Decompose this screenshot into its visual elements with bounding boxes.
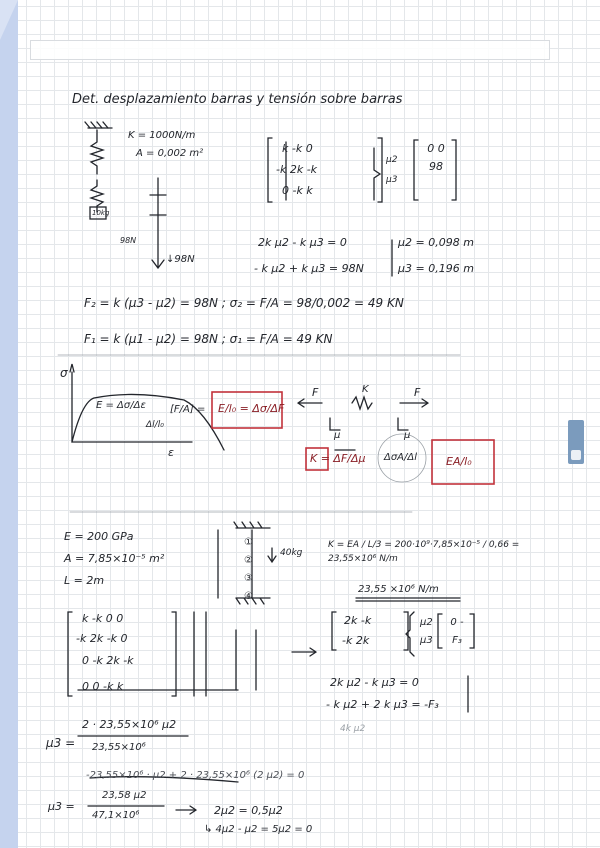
k-result: 23,55 ×10⁶ N/m [358,584,439,595]
stress-ratio: [F/A] = [170,404,206,415]
p2-equation-1: 2k μ2 - k μ3 = 0 [330,676,419,689]
sigma-axis-label: σ [60,366,68,380]
equation-2: - k μ2 + k μ3 = 98N [254,262,364,275]
ea-box-text: EA/l₀ [446,455,472,468]
f-vector: 0 0 98 [427,142,445,173]
matrix-row-1: k -k 0 [282,142,313,155]
matrix4-row-4: 0 0 -k k [82,680,124,693]
mu3-denominator: 23,55×10⁶ [92,742,146,753]
matrix-row-3: 0 -k k [282,184,313,197]
force-label: 98N [120,236,137,245]
modulus-box-text: E/l₀ = Δσ/ΔF [218,402,285,415]
mu3-lhs: μ3 = [46,736,76,750]
sigma-axis-arrow [70,364,74,372]
top-support [234,522,270,528]
spring-k-label: K [362,384,369,395]
mass-label: 10kg [92,209,110,217]
p2-load-arrow [268,548,276,562]
reduced-matrix-row-2: -k 2k [342,634,370,647]
reduced-f-vector: 0 -F₃ [450,617,464,646]
mu3b-numerator: 23,58 μ2 [102,790,147,801]
u-vector: μ2 μ3 [386,155,398,185]
matrix4-row-2: -k 2k -k 0 [76,632,128,645]
matrix4-row-1: k -k 0 0 [82,612,124,625]
spring-force-arrow-left [298,399,322,407]
displacement-arrows [330,418,408,430]
implies-arrow [292,648,316,656]
node-labels: ① ② ③ ④ [244,537,253,602]
p2-modulus: E = 200 GPa [64,530,134,543]
k-formula: K = EA / L/3 = 200·10⁹·7,85×10⁻⁵ / 0,66 = 23,55×10⁶ N/m [328,540,520,564]
result-line-1: 2μ2 = 0,5μ2 [214,804,283,817]
reduced-u-vector: μ2 μ3 [420,617,433,646]
force-stress-2: F₂ = k (μ3 - μ2) = 98N ; σ₂ = F/A = 98/0,002 = 49 KN [84,296,404,310]
solution-mu3: μ3 = 0,196 m [398,262,474,275]
spring-f-left: F [312,386,319,399]
hooke-formula: E = Δσ/Δε [96,400,146,411]
page-title: Det. desplazamiento barras y tensión sobre barras [72,92,403,107]
crossed-out-line: -23,55×10⁶ · μ2 + 2 · 23,55×10⁶ (2 μ2) = 0 [86,770,305,781]
spring-f-right: F [414,386,421,399]
u-vector-brace [374,148,380,200]
result-line-2: ↳ 4μ2 - μ2 = 5μ2 = 0 [204,824,313,835]
stiffness-value: K = 1000N/m [128,130,196,141]
force-stress-1: F₁ = k (μ1 - μ2) = 98N ; σ₁ = F/A = 49 KN [84,332,333,346]
solution-mu2: μ2 = 0,098 m [398,236,474,249]
area-value: A = 0,002 m² [136,148,204,159]
load-arrow [152,178,164,268]
reduced-matrix-row-1: 2k -k [344,614,372,627]
spring-force-arrow-right [400,399,428,407]
displacement-mu-left: μ [334,430,341,441]
k-middle-term: ΔσA/Δl [384,452,418,463]
mu3-numerator: 2 · 23,55×10⁶ μ2 [82,718,177,731]
p2-length: L = 2m [64,574,105,587]
spring-symbol [352,397,372,409]
p2-equation-2: - k μ2 + 2 k μ3 = -F₃ [326,698,439,711]
k-definition: K = ΔF/Δμ [310,452,366,465]
p2-load: 40kg [280,548,303,558]
spring-1 [91,130,103,174]
mu3b-denominator: 47,1×10⁶ [92,810,140,821]
strain-formula: Δl/l₀ [146,420,164,430]
f4-vector-lines [236,630,256,690]
p2-equation-note: 4k μ2 [340,724,366,734]
displacement-mu-right: μ [404,430,411,441]
load-label: ↓98N [166,254,195,265]
matrix-row-2: -k 2k -k [276,163,318,176]
ceiling-hatch [85,122,108,128]
epsilon-axis-label: ε [168,446,174,459]
equation-1: 2k μ2 - k μ3 = 0 [258,236,347,249]
mu3b-lhs: μ3 = [48,800,75,813]
result-arrow [176,806,196,814]
matrix4-row-3: 0 -k 2k -k [82,654,134,667]
k-result-underline [356,598,460,601]
p2-area: A = 7,85×10⁻⁵ m² [64,552,165,565]
u4-vector-lines [194,612,206,696]
